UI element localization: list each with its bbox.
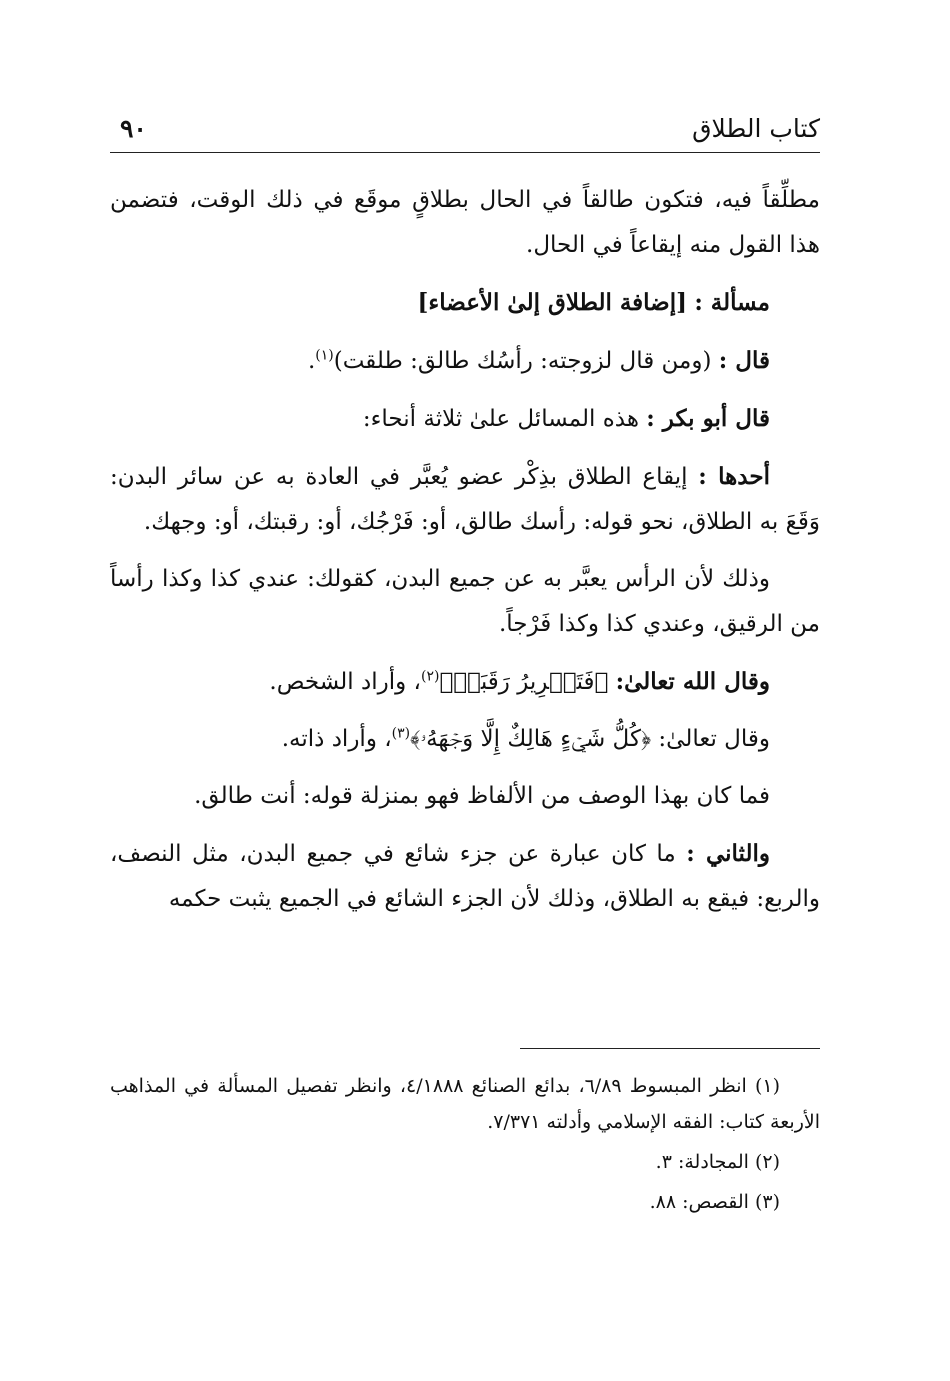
- paragraph-masala: [110, 280, 820, 326]
- header-divider: [110, 152, 820, 153]
- page-number: ٩٠: [120, 114, 147, 143]
- footnote-2: (٢) المجادلة: ٣.: [655, 1151, 780, 1173]
- paragraph-qala: قال : (ومن قال لزوجته: رأسُك طالق: طلقت)$^{(١)}$.: [307, 347, 770, 374]
- footnotes: [110, 1068, 820, 1224]
- footnote-1: (١) انظر المبسوط ٦/٨٩، بدائع الصنائع ٤/١٨٨٨، وانظر تفصيل المسألة في المذاهب الأربعة كتاب: الفقه الإسلامي وأدلته ٧/٣٧١.: [110, 1075, 820, 1133]
- paragraph-thani: والثاني : ما كان عبارة عن جزء شائع في جميع البدن، مثل النصف، والربع: فيقع به الطلاق، وذلك لأن الجزء الشائع في الجميع يثبت حكمه: [110, 840, 820, 912]
- paragraph-1: مطلِّقاً فيه، فتكون طالقاً في الحال بطلاقٍ موقَع في ذلك الوقت، فتضمن هذا القول منه إيقاعاً في الحال.: [110, 187, 820, 258]
- book-page: [110, 0, 820, 1381]
- masala-title: [إضافة الطلاق إلىٰ الأعضاء]: [417, 289, 687, 316]
- footnote-ref-1: (١): [315, 347, 334, 364]
- paragraph-fama: فما كان بهذا الوصف من الألفاظ فهو بمنزلة قوله: أنت طالق.: [194, 783, 770, 809]
- keyword-abu-bakr: قال أبو بكر :: [646, 405, 770, 432]
- paragraph-abu-bakr: قال أبو بكر : هذه المسائل علىٰ ثلاثة أنحاء:: [362, 405, 770, 432]
- paragraph-ahaduha: أحدها : إيقاع الطلاق بذِكْر عضو يُعبَّر في العادة به عن سائر البدن: وَقَعَ به الطلاق، نحو قوله: رأسك طالق، أو: فَرْجُك، أو: رقبتك، أو: وجهك.: [110, 463, 820, 535]
- paragraph-dhalik: وذلك لأن الرأس يعبَّر به عن جميع البدن، كقولك: عندي كذا وكذا رأساً من الرقيق، وعندي كذا وكذا فَرْجاً.: [110, 566, 820, 637]
- main-text: [110, 178, 820, 934]
- quran-verse-1: ﴿فَتَحۡرِيرُ رَقَبَةٖ﴾: [439, 669, 609, 695]
- footnote-ref-3: (٣): [391, 725, 411, 742]
- keyword-masala: مسألة :: [694, 289, 770, 316]
- paragraph-quran-2: وقال تعالىٰ: ﴿كُلُّ شَيۡءٍ هَالِكٌ إِلَّا وَجۡهَهُۥ﴾$^{(٣)}$، وأراد ذاته.: [281, 725, 770, 752]
- page-header: [110, 110, 820, 150]
- footnote-ref-2: (٢): [420, 668, 440, 685]
- footnote-3: (٣) القصص: ٨٨.: [649, 1191, 780, 1213]
- quran-verse-2: ﴿كُلُّ شَيۡءٍ هَالِكٌ إِلَّا وَجۡهَهُۥ﴾: [410, 726, 652, 752]
- keyword-ahaduha: أحدها :: [698, 463, 770, 490]
- keyword-qala: قال :: [718, 347, 770, 374]
- footnote-divider: [520, 1048, 820, 1049]
- header-title: كتاب الطلاق: [692, 114, 820, 143]
- paragraph-quran-1: وقال الله تعالىٰ: ﴿فَتَحۡرِيرُ رَقَبَةٖ﴾$^{(٢)}$، وأراد الشخص.: [269, 668, 770, 695]
- keyword-thani: والثاني :: [686, 840, 771, 867]
